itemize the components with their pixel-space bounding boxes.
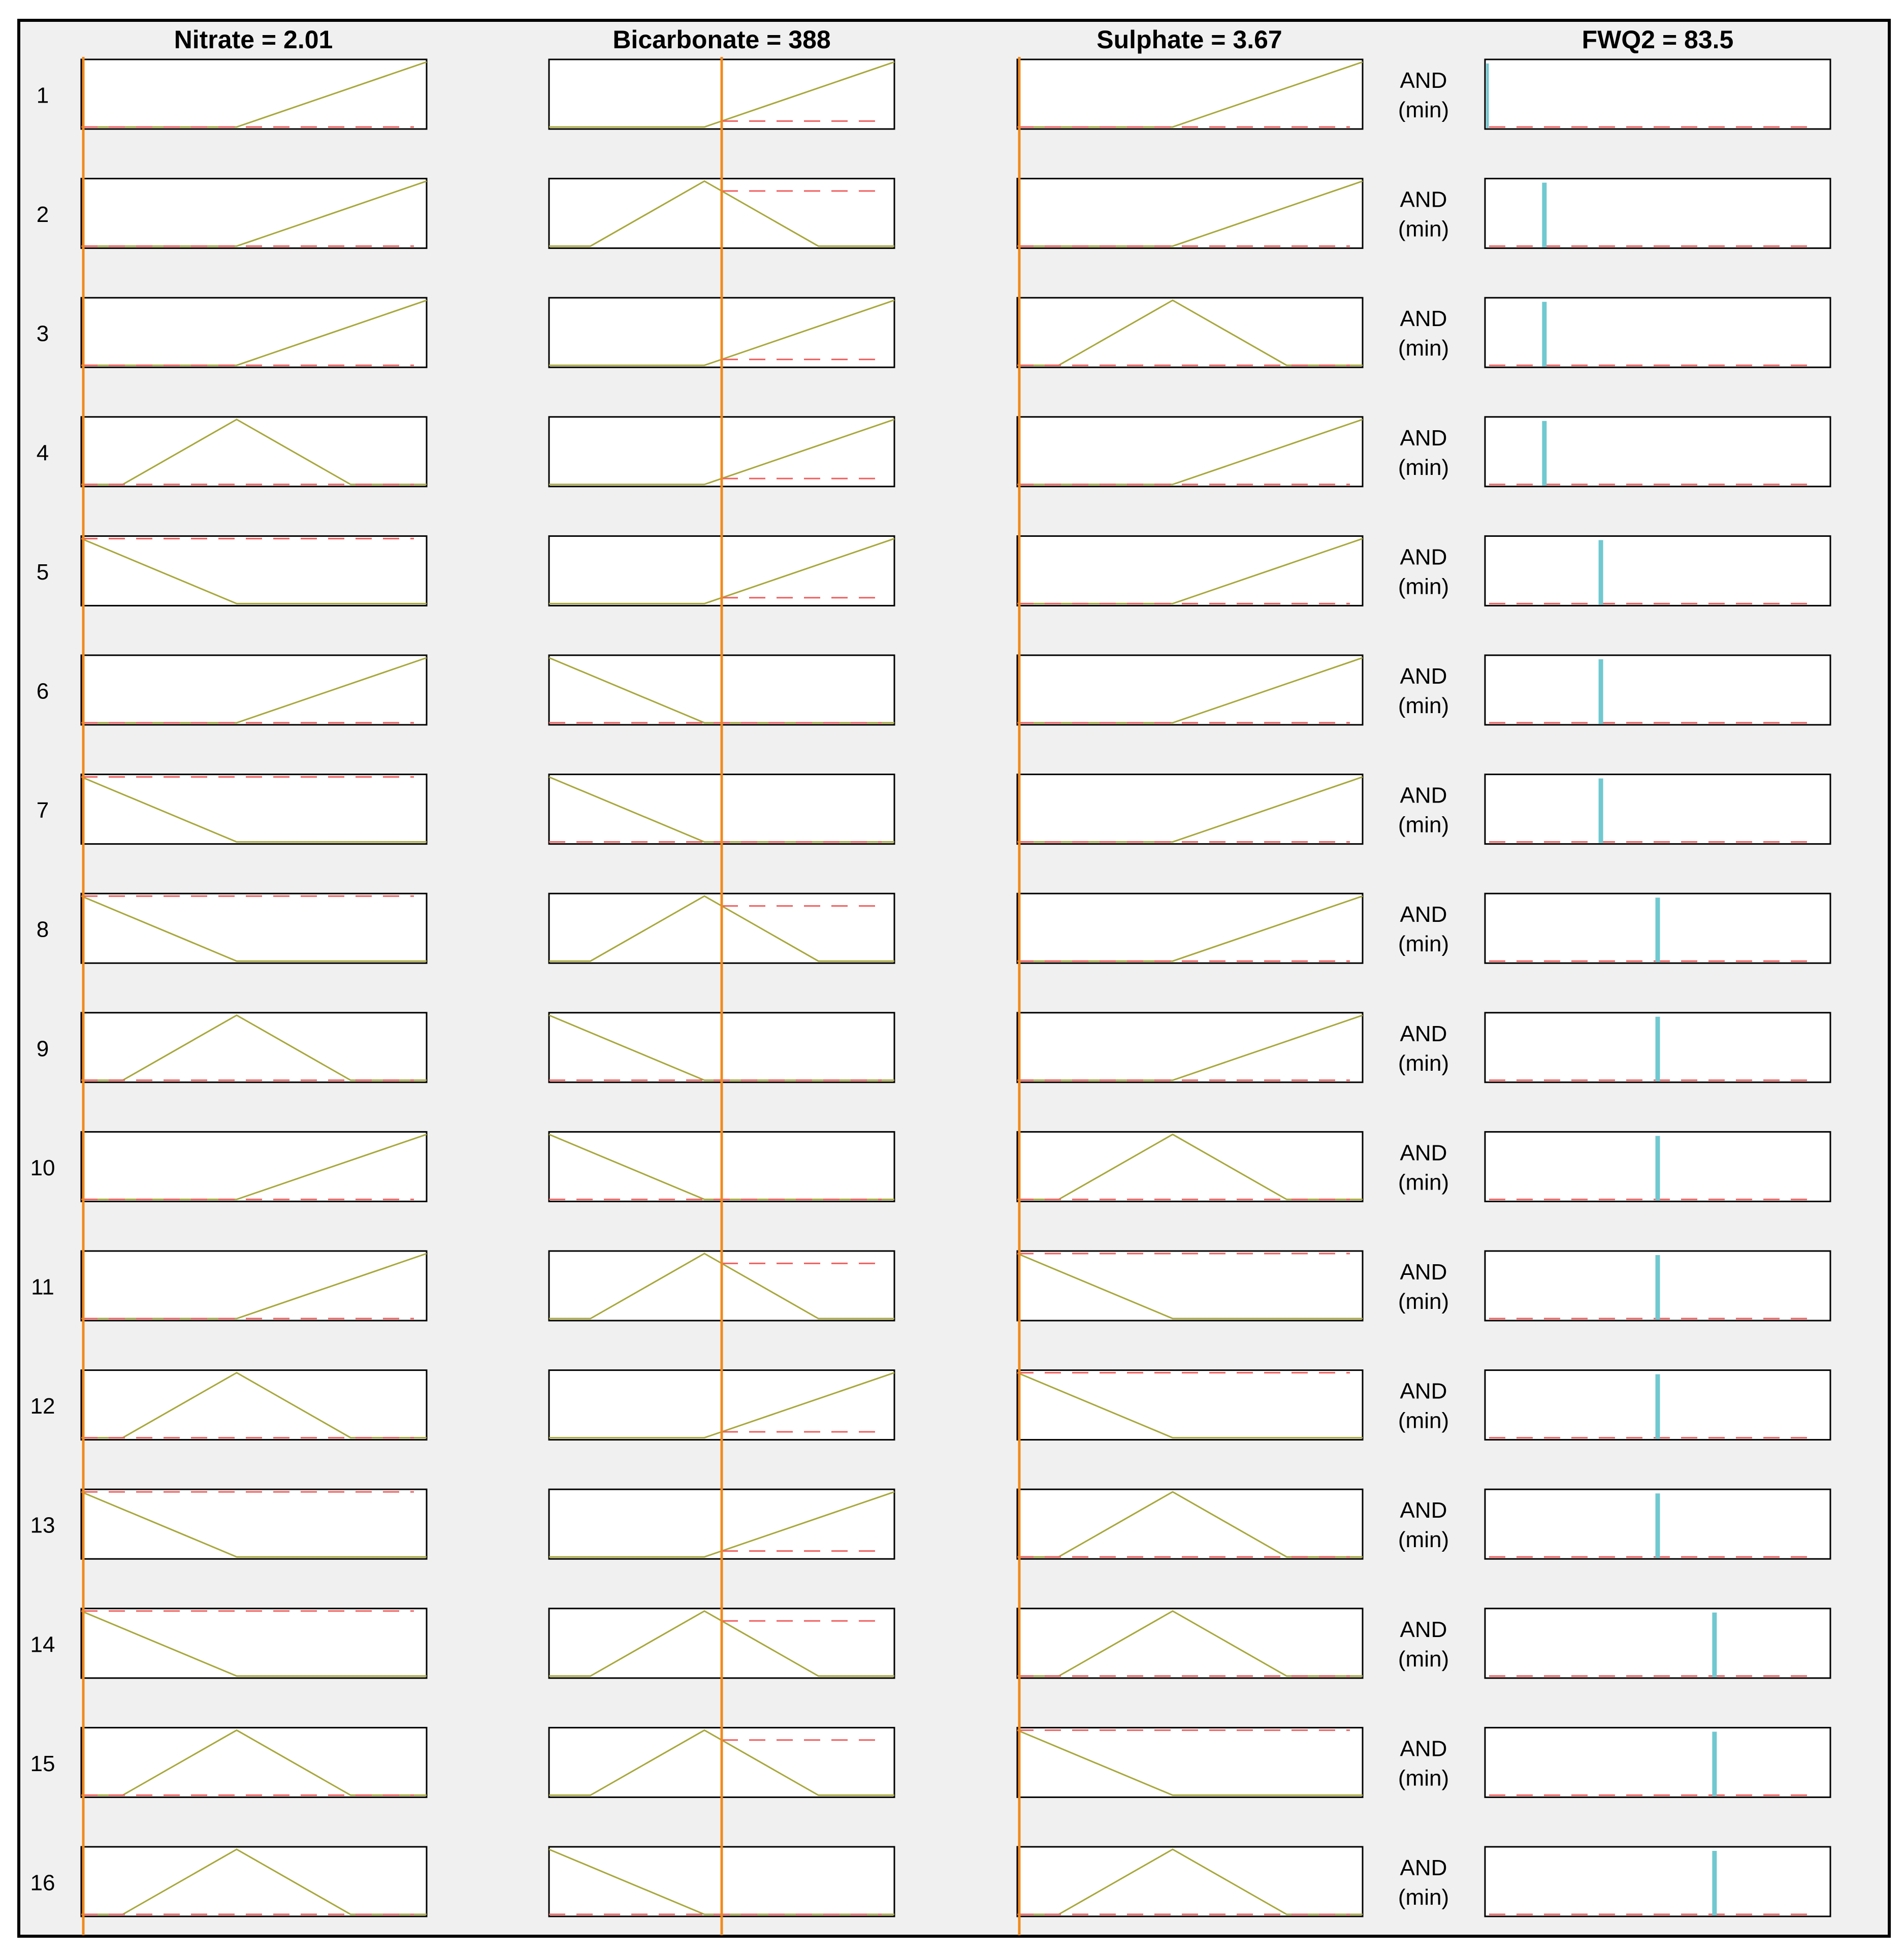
- and-operator-label: AND: [1400, 902, 1447, 927]
- min-operator-label: (min): [1398, 1170, 1449, 1195]
- and-operator-label: AND: [1400, 187, 1447, 212]
- nitrate-mf-panel: [81, 1132, 427, 1201]
- nitrate-mf-panel: [81, 655, 427, 725]
- min-operator-label: (min): [1398, 216, 1449, 242]
- and-operator-label: AND: [1400, 664, 1447, 689]
- nitrate-mf-panel: [81, 298, 427, 367]
- min-operator-label: (min): [1398, 1885, 1449, 1910]
- output-panel: [1485, 1609, 1830, 1678]
- min-operator-label: (min): [1398, 574, 1449, 599]
- sulphate-mf-panel: [1017, 536, 1363, 605]
- and-operator-label: AND: [1400, 544, 1447, 570]
- sulphate-mf-panel: [1017, 59, 1363, 129]
- min-operator-label: (min): [1398, 1646, 1449, 1672]
- and-operator-label: AND: [1400, 1736, 1447, 1761]
- sulphate-mf-panel: [1017, 1609, 1363, 1678]
- output-panel: [1485, 536, 1830, 605]
- and-operator-label: AND: [1400, 1140, 1447, 1166]
- nitrate-mf-panel: [81, 1727, 427, 1797]
- nitrate-mf-panel: [81, 1013, 427, 1082]
- nitrate-mf-panel: [81, 1847, 427, 1916]
- sulphate-mf-panel: [1017, 417, 1363, 487]
- and-operator-label: AND: [1400, 1260, 1447, 1285]
- header-output: FWQ2 = 83.5: [1582, 25, 1734, 54]
- output-panel: [1485, 298, 1830, 367]
- sulphate-mf-panel: [1017, 893, 1363, 963]
- rule-number: 13: [30, 1513, 55, 1538]
- rule-number: 3: [36, 321, 49, 346]
- rule-number: 4: [36, 440, 49, 466]
- min-operator-label: (min): [1398, 1289, 1449, 1314]
- and-operator-label: AND: [1400, 68, 1447, 93]
- output-panel: [1485, 1847, 1830, 1916]
- sulphate-mf-panel: [1017, 298, 1363, 367]
- and-operator-label: AND: [1400, 306, 1447, 332]
- header-sulphate: Sulphate = 3.67: [1096, 25, 1282, 54]
- nitrate-mf-panel: [81, 1370, 427, 1440]
- sulphate-mf-panel: [1017, 1489, 1363, 1559]
- nitrate-mf-panel: [81, 1489, 427, 1559]
- rule-number: 5: [36, 559, 49, 585]
- and-operator-label: AND: [1400, 1021, 1447, 1046]
- sulphate-mf-panel: [1017, 655, 1363, 725]
- nitrate-mf-panel: [81, 417, 427, 487]
- rule-number: 1: [36, 83, 49, 108]
- nitrate-mf-panel: [81, 536, 427, 605]
- sulphate-mf-panel: [1017, 179, 1363, 248]
- min-operator-label: (min): [1398, 1527, 1449, 1553]
- output-panel: [1485, 775, 1830, 844]
- and-operator-label: AND: [1400, 1379, 1447, 1404]
- sulphate-mf-panel: [1017, 1251, 1363, 1321]
- rule-number: 8: [36, 917, 49, 942]
- rule-number: 10: [30, 1155, 55, 1180]
- min-operator-label: (min): [1398, 812, 1449, 838]
- header-bicarbonate: Bicarbonate = 388: [612, 25, 831, 54]
- sulphate-mf-panel: [1017, 1727, 1363, 1797]
- output-panel: [1485, 417, 1830, 487]
- nitrate-mf-panel: [81, 59, 427, 129]
- rule-number: 7: [36, 798, 49, 823]
- nitrate-mf-panel: [81, 893, 427, 963]
- output-panel: [1485, 655, 1830, 725]
- min-operator-label: (min): [1398, 336, 1449, 361]
- header-nitrate: Nitrate = 2.01: [174, 25, 333, 54]
- nitrate-mf-panel: [81, 179, 427, 248]
- and-operator-label: AND: [1400, 1855, 1447, 1880]
- output-panel: [1485, 59, 1830, 129]
- sulphate-mf-panel: [1017, 1132, 1363, 1201]
- rule-number: 2: [36, 202, 49, 228]
- min-operator-label: (min): [1398, 693, 1449, 718]
- rule-number: 14: [30, 1632, 55, 1657]
- nitrate-mf-panel: [81, 775, 427, 844]
- output-panel: [1485, 1727, 1830, 1797]
- min-operator-label: (min): [1398, 98, 1449, 122]
- rule-number: 9: [36, 1036, 49, 1062]
- nitrate-mf-panel: [81, 1251, 427, 1321]
- and-operator-label: AND: [1400, 1498, 1447, 1523]
- min-operator-label: (min): [1398, 1408, 1449, 1433]
- min-operator-label: (min): [1398, 1766, 1449, 1791]
- and-operator-label: AND: [1400, 783, 1447, 808]
- sulphate-mf-panel: [1017, 1370, 1363, 1440]
- rule-number: 6: [36, 679, 49, 704]
- min-operator-label: (min): [1398, 932, 1449, 957]
- sulphate-mf-panel: [1017, 1013, 1363, 1082]
- min-operator-label: (min): [1398, 1050, 1449, 1076]
- and-operator-label: AND: [1400, 1617, 1447, 1642]
- rule-number: 16: [30, 1870, 55, 1896]
- rule-number: 12: [30, 1394, 55, 1419]
- nitrate-mf-panel: [81, 1609, 427, 1678]
- output-panel: [1485, 179, 1830, 248]
- and-operator-label: AND: [1400, 425, 1447, 451]
- sulphate-mf-panel: [1017, 775, 1363, 844]
- rule-number: 11: [31, 1274, 54, 1300]
- sulphate-mf-panel: [1017, 1847, 1363, 1916]
- min-operator-label: (min): [1398, 455, 1449, 480]
- rule-number: 15: [30, 1751, 55, 1776]
